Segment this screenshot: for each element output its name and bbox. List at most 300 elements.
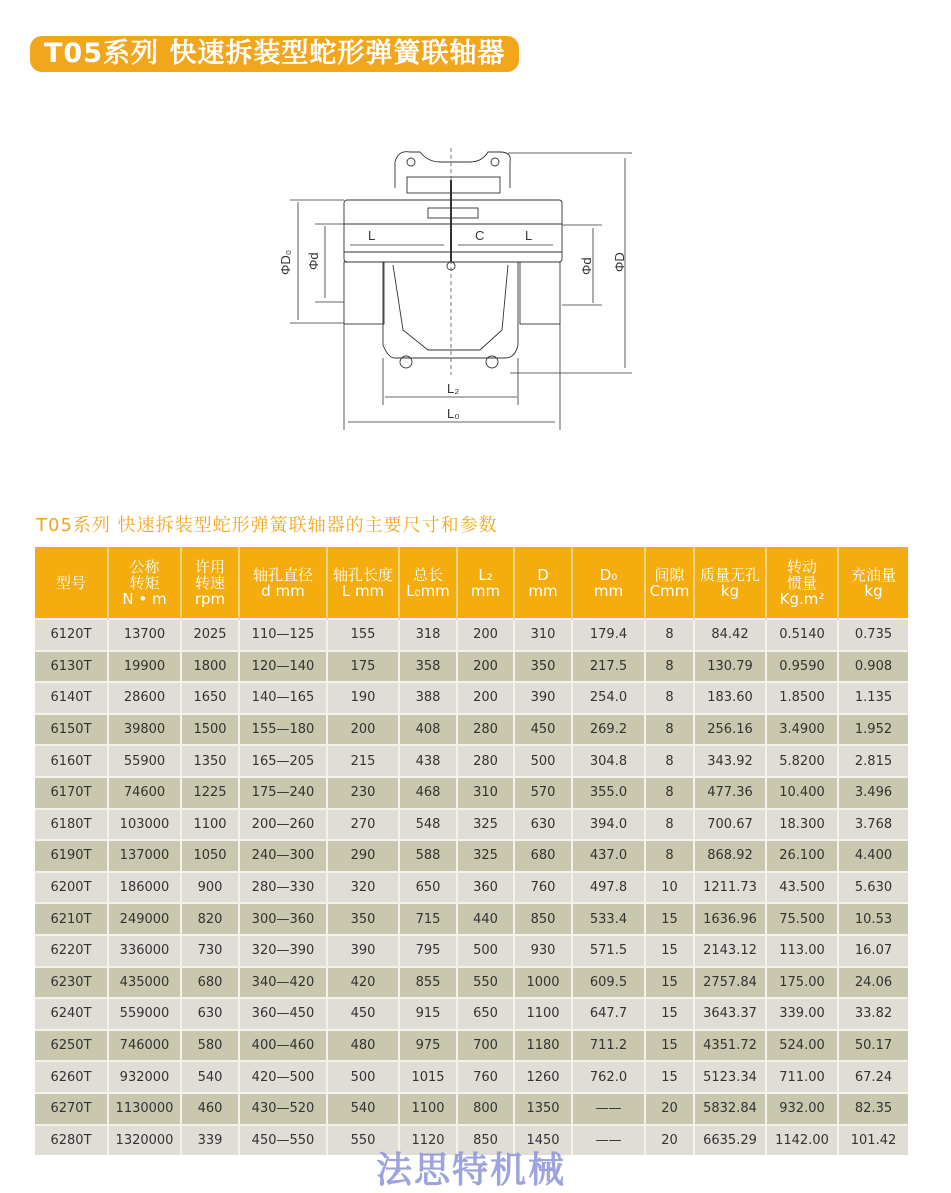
column-header <box>239 547 327 619</box>
table-cell: 290 <box>327 840 399 872</box>
table-cell: 746000 <box>108 1030 181 1062</box>
column-header-line3: rpm <box>194 589 226 608</box>
model-cell: 6210T <box>35 903 108 935</box>
model-cell: 6190T <box>35 840 108 872</box>
table-cell: 8 <box>645 745 694 777</box>
table-cell: 8 <box>645 714 694 746</box>
table-cell: 200—260 <box>239 809 327 841</box>
table-cell: 680 <box>181 967 239 999</box>
table-cell: 524.00 <box>766 1030 838 1062</box>
table-cell: 540 <box>327 1093 399 1125</box>
model-cell: 6160T <box>35 745 108 777</box>
table-cell: 571.5 <box>572 935 645 967</box>
table-cell: 868.92 <box>694 840 766 872</box>
table-row <box>35 1030 908 1062</box>
table-cell: 450 <box>514 714 572 746</box>
table-cell: 10 <box>645 872 694 904</box>
table-row <box>35 840 908 872</box>
table-cell: 8 <box>645 651 694 683</box>
table-cell: 932000 <box>108 1061 181 1093</box>
table-cell: 1225 <box>181 777 239 809</box>
table-cell: 6635.29 <box>694 1125 766 1156</box>
model-cell: 6140T <box>35 682 108 714</box>
table-cell: 468 <box>399 777 457 809</box>
table-row <box>35 872 908 904</box>
column-header-line1: 转动 <box>786 557 817 576</box>
table-cell: 0.735 <box>838 619 908 651</box>
table-cell: 408 <box>399 714 457 746</box>
column-header-line3: N • m <box>122 589 167 608</box>
table-cell: 930 <box>514 935 572 967</box>
table-cell: 110—125 <box>239 619 327 651</box>
table-cell: 2143.12 <box>694 935 766 967</box>
table-cell: 2025 <box>181 619 239 651</box>
table-cell: 183.60 <box>694 682 766 714</box>
table-cell: 28600 <box>108 682 181 714</box>
table-cell: 137000 <box>108 840 181 872</box>
column-header-line2: mm <box>470 581 501 600</box>
table-cell: 15 <box>645 903 694 935</box>
table-cell: 8 <box>645 777 694 809</box>
table-cell: 1500 <box>181 714 239 746</box>
table-row <box>35 935 908 967</box>
table-cell: 1.952 <box>838 714 908 746</box>
column-header <box>327 547 399 619</box>
table-cell: 175 <box>327 651 399 683</box>
table-cell: 74600 <box>108 777 181 809</box>
column-header <box>514 547 572 619</box>
table-cell: 795 <box>399 935 457 967</box>
table-cell: 630 <box>514 809 572 841</box>
table-cell: 760 <box>514 872 572 904</box>
table-cell: 533.4 <box>572 903 645 935</box>
table-cell: 500 <box>514 745 572 777</box>
table-cell: 16.07 <box>838 935 908 967</box>
model-cell: 6270T <box>35 1093 108 1125</box>
table-cell: 850 <box>457 1125 514 1156</box>
column-header-line1: D₀ <box>599 565 618 584</box>
table-row <box>35 777 908 809</box>
table-cell: 1100 <box>399 1093 457 1125</box>
table-cell: 240—300 <box>239 840 327 872</box>
table-cell: 4.400 <box>838 840 908 872</box>
dim-label-phi-d0: ΦD₀ <box>278 249 293 275</box>
table-cell: 1636.96 <box>694 903 766 935</box>
column-header-line1: 许用 <box>194 557 225 576</box>
table-cell: 186000 <box>108 872 181 904</box>
table-cell: 101.42 <box>838 1125 908 1156</box>
table-cell: 339.00 <box>766 998 838 1030</box>
table-row <box>35 745 908 777</box>
table-cell: 179.4 <box>572 619 645 651</box>
table-cell: 320—390 <box>239 935 327 967</box>
model-cell: 6280T <box>35 1125 108 1156</box>
bolt-assembly <box>428 208 478 218</box>
column-header <box>766 547 838 619</box>
table-cell: 550 <box>327 1125 399 1156</box>
table-cell: 26.100 <box>766 840 838 872</box>
table-cell: 2.815 <box>838 745 908 777</box>
table-row <box>35 714 908 746</box>
table-row <box>35 967 908 999</box>
model-cell: 6240T <box>35 998 108 1030</box>
table-cell: 50.17 <box>838 1030 908 1062</box>
table-cell: 8 <box>645 809 694 841</box>
column-header-line2: kg <box>720 581 740 600</box>
table-cell: 650 <box>457 998 514 1030</box>
table-cell: 390 <box>514 682 572 714</box>
column-header-line2: L₀mm <box>406 581 450 600</box>
table-row <box>35 903 908 935</box>
table-cell: 5123.34 <box>694 1061 766 1093</box>
table-cell: 300—360 <box>239 903 327 935</box>
table-cell: 1260 <box>514 1061 572 1093</box>
table-cell: 477.36 <box>694 777 766 809</box>
table-cell: 711.2 <box>572 1030 645 1062</box>
table-cell: 1.8500 <box>766 682 838 714</box>
table-cell: 1130000 <box>108 1093 181 1125</box>
table-cell: 1015 <box>399 1061 457 1093</box>
table-cell: 15 <box>645 1030 694 1062</box>
table-cell: 325 <box>457 809 514 841</box>
table-caption: T05系列 快速拆装型蛇形弹簧联轴器的主要尺寸和参数 <box>36 515 498 536</box>
table-cell: 358 <box>399 651 457 683</box>
grid-ring <box>407 177 500 193</box>
table-cell: 609.5 <box>572 967 645 999</box>
column-header-line2: mm <box>593 581 624 600</box>
table-cell: 256.16 <box>694 714 766 746</box>
table-cell: 270 <box>327 809 399 841</box>
table-cell: 130.79 <box>694 651 766 683</box>
table-cell: 336000 <box>108 935 181 967</box>
table-cell: 1650 <box>181 682 239 714</box>
table-cell: 900 <box>181 872 239 904</box>
column-header <box>108 547 181 619</box>
column-header-line1: 间隙 <box>654 565 685 584</box>
table-cell: 249000 <box>108 903 181 935</box>
model-cell: 6230T <box>35 967 108 999</box>
table-cell: 339 <box>181 1125 239 1156</box>
table-cell: 310 <box>514 619 572 651</box>
page-title: T05系列 快速拆装型蛇形弹簧联轴器 <box>30 36 519 72</box>
column-header <box>457 547 514 619</box>
table-cell: 280 <box>457 714 514 746</box>
table-cell: 1450 <box>514 1125 572 1156</box>
table-cell: 75.500 <box>766 903 838 935</box>
table-cell: 200 <box>457 651 514 683</box>
table-cell: 325 <box>457 840 514 872</box>
table-cell: 8 <box>645 619 694 651</box>
model-cell: 6130T <box>35 651 108 683</box>
table-cell: 318 <box>399 619 457 651</box>
dim-label-l2: L₂ <box>447 381 460 396</box>
table-row <box>35 1093 908 1125</box>
table-cell: 5.630 <box>838 872 908 904</box>
table-cell: —— <box>572 1125 645 1156</box>
table-cell: 1350 <box>514 1093 572 1125</box>
table-cell: 700 <box>457 1030 514 1062</box>
table-cell: 540 <box>181 1061 239 1093</box>
table-cell: 438 <box>399 745 457 777</box>
table-cell: 3.768 <box>838 809 908 841</box>
table-row <box>35 809 908 841</box>
table-cell: 975 <box>399 1030 457 1062</box>
table-cell: 435000 <box>108 967 181 999</box>
column-header-line2: kg <box>864 581 883 600</box>
dim-label-phi-d-left: Φd <box>306 252 321 270</box>
table-cell: 715 <box>399 903 457 935</box>
table-cell: 350 <box>327 903 399 935</box>
table-cell: 550 <box>457 967 514 999</box>
table-cell: 0.908 <box>838 651 908 683</box>
table-cell: 13700 <box>108 619 181 651</box>
column-header-line2: 转速 <box>194 573 225 592</box>
table-cell: 388 <box>399 682 457 714</box>
column-header <box>645 547 694 619</box>
column-header-line1: 质量无孔 <box>699 565 760 584</box>
table-cell: 190 <box>327 682 399 714</box>
spec-table <box>35 547 908 1155</box>
table-cell: 400—460 <box>239 1030 327 1062</box>
column-header <box>694 547 766 619</box>
column-header-line1: 型号 <box>55 573 86 592</box>
coupling-technical-drawing <box>270 140 650 440</box>
table-cell: 630 <box>181 998 239 1030</box>
column-header-line1: L₂ <box>478 565 493 584</box>
table-cell: 850 <box>514 903 572 935</box>
column-header <box>572 547 645 619</box>
table-cell: 355.0 <box>572 777 645 809</box>
table-cell: 33.82 <box>838 998 908 1030</box>
table-cell: 113.00 <box>766 935 838 967</box>
table-cell: 1320000 <box>108 1125 181 1156</box>
table-cell: 430—520 <box>239 1093 327 1125</box>
table-cell: 480 <box>327 1030 399 1062</box>
table-cell: 200 <box>457 619 514 651</box>
table-cell: 165—205 <box>239 745 327 777</box>
column-header-line3: Kg.m² <box>779 589 825 608</box>
table-cell: 155 <box>327 619 399 651</box>
table-cell: 82.35 <box>838 1093 908 1125</box>
table-row <box>35 619 908 651</box>
table-cell: 19900 <box>108 651 181 683</box>
watermark: 法思特机械 <box>376 1150 567 1191</box>
table-cell: 1100 <box>514 998 572 1030</box>
table-row <box>35 998 908 1030</box>
table-cell: 548 <box>399 809 457 841</box>
table-cell: 3643.37 <box>694 998 766 1030</box>
column-header-line1: 公称 <box>129 557 160 576</box>
table-cell: 2757.84 <box>694 967 766 999</box>
table-cell: 280—330 <box>239 872 327 904</box>
table-cell: 343.92 <box>694 745 766 777</box>
table-cell: 580 <box>181 1030 239 1062</box>
table-cell: 1100 <box>181 809 239 841</box>
column-header-line2: L mm <box>341 581 385 600</box>
table-cell: 650 <box>399 872 457 904</box>
table-cell: 1180 <box>514 1030 572 1062</box>
table-cell: 1142.00 <box>766 1125 838 1156</box>
column-header-line1: 轴孔直径 <box>252 565 313 584</box>
table-cell: 15 <box>645 1061 694 1093</box>
table-cell: 200 <box>327 714 399 746</box>
table-row <box>35 651 908 683</box>
table-cell: 932.00 <box>766 1093 838 1125</box>
table-cell: 820 <box>181 903 239 935</box>
cover-bolt-hole-right <box>491 158 499 166</box>
dim-label-l-right: L <box>525 228 533 243</box>
table-cell: 310 <box>457 777 514 809</box>
table-cell: 8 <box>645 682 694 714</box>
table-cell: 762.0 <box>572 1061 645 1093</box>
table-cell: 4351.72 <box>694 1030 766 1062</box>
table-cell: 3.496 <box>838 777 908 809</box>
table-cell: 570 <box>514 777 572 809</box>
table-cell: 84.42 <box>694 619 766 651</box>
table-cell: 450 <box>327 998 399 1030</box>
model-cell: 6150T <box>35 714 108 746</box>
table-cell: 175.00 <box>766 967 838 999</box>
table-cell: 10.400 <box>766 777 838 809</box>
table-cell: 680 <box>514 840 572 872</box>
table-cell: —— <box>572 1093 645 1125</box>
table-cell: 55900 <box>108 745 181 777</box>
table-cell: 8 <box>645 840 694 872</box>
table-cell: 254.0 <box>572 682 645 714</box>
dim-label-c: C <box>475 228 485 243</box>
table-cell: 437.0 <box>572 840 645 872</box>
model-cell: 6260T <box>35 1061 108 1093</box>
table-row <box>35 682 908 714</box>
table-cell: 15 <box>645 998 694 1030</box>
table-cell: 394.0 <box>572 809 645 841</box>
table-cell: 5832.84 <box>694 1093 766 1125</box>
table-cell: 500 <box>327 1061 399 1093</box>
table-cell: 304.8 <box>572 745 645 777</box>
column-header <box>838 547 908 619</box>
table-cell: 360 <box>457 872 514 904</box>
table-cell: 559000 <box>108 998 181 1030</box>
dim-label-l-left: L <box>368 228 376 243</box>
table-cell: 320 <box>327 872 399 904</box>
cover-bolt-hole-left <box>407 158 415 166</box>
table-cell: 120—140 <box>239 651 327 683</box>
table-cell: 20 <box>645 1125 694 1156</box>
table-cell: 280 <box>457 745 514 777</box>
table-cell: 1.135 <box>838 682 908 714</box>
column-header-line2: Cmm <box>649 581 690 600</box>
table-row <box>35 1061 908 1093</box>
table-cell: 140—165 <box>239 682 327 714</box>
table-cell: 1350 <box>181 745 239 777</box>
table-cell: 1050 <box>181 840 239 872</box>
table-cell: 760 <box>457 1061 514 1093</box>
table-cell: 0.9590 <box>766 651 838 683</box>
hub-right-sleeve <box>520 262 560 324</box>
table-cell: 450—550 <box>239 1125 327 1156</box>
column-header-line1: D <box>537 565 549 584</box>
model-cell: 6180T <box>35 809 108 841</box>
table-cell: 855 <box>399 967 457 999</box>
table-cell: 103000 <box>108 809 181 841</box>
table-cell: 215 <box>327 745 399 777</box>
table-cell: 440 <box>457 903 514 935</box>
model-cell: 6120T <box>35 619 108 651</box>
table-cell: 1211.73 <box>694 872 766 904</box>
table-cell: 360—450 <box>239 998 327 1030</box>
table-cell: 3.4900 <box>766 714 838 746</box>
table-cell: 588 <box>399 840 457 872</box>
column-header <box>181 547 239 619</box>
dim-label-phi-d-outer: ΦD <box>612 252 627 272</box>
table-cell: 647.7 <box>572 998 645 1030</box>
table-cell: 497.8 <box>572 872 645 904</box>
model-cell: 6170T <box>35 777 108 809</box>
table-cell: 0.5140 <box>766 619 838 651</box>
table-cell: 915 <box>399 998 457 1030</box>
model-cell: 6250T <box>35 1030 108 1062</box>
table-cell: 460 <box>181 1093 239 1125</box>
column-header-line2: mm <box>528 581 558 600</box>
table-cell: 390 <box>327 935 399 967</box>
table-cell: 39800 <box>108 714 181 746</box>
table-cell: 700.67 <box>694 809 766 841</box>
table-cell: 420 <box>327 967 399 999</box>
model-cell: 6200T <box>35 872 108 904</box>
table-cell: 200 <box>457 682 514 714</box>
column-header-line1: 总长 <box>412 565 443 584</box>
table-cell: 730 <box>181 935 239 967</box>
table-cell: 1120 <box>399 1125 457 1156</box>
column-header-line2: d mm <box>261 581 305 600</box>
column-header <box>35 547 108 619</box>
table-cell: 711.00 <box>766 1061 838 1093</box>
lower-body <box>383 262 518 358</box>
column-header-line1: 轴孔长度 <box>332 565 393 584</box>
table-cell: 230 <box>327 777 399 809</box>
table-cell: 1000 <box>514 967 572 999</box>
table-cell: 350 <box>514 651 572 683</box>
table-cell: 175—240 <box>239 777 327 809</box>
table-body <box>35 619 908 1155</box>
table-cell: 43.500 <box>766 872 838 904</box>
table-cell: 269.2 <box>572 714 645 746</box>
table-cell: 15 <box>645 967 694 999</box>
table-cell: 155—180 <box>239 714 327 746</box>
model-cell: 6220T <box>35 935 108 967</box>
dim-label-l0: L₀ <box>447 406 460 421</box>
table-cell: 217.5 <box>572 651 645 683</box>
table-cell: 10.53 <box>838 903 908 935</box>
table-cell: 340—420 <box>239 967 327 999</box>
column-header-line2: 转矩 <box>129 573 160 592</box>
column-header-line1: 充油量 <box>850 565 896 584</box>
table-cell: 24.06 <box>838 967 908 999</box>
table-cell: 5.8200 <box>766 745 838 777</box>
column-header <box>399 547 457 619</box>
table-cell: 20 <box>645 1093 694 1125</box>
table-header-row <box>35 547 908 619</box>
hub-left-sleeve <box>344 262 384 324</box>
table-cell: 800 <box>457 1093 514 1125</box>
table-cell: 420—500 <box>239 1061 327 1093</box>
table-cell: 18.300 <box>766 809 838 841</box>
table-cell: 500 <box>457 935 514 967</box>
column-header-line2: 惯量 <box>786 573 817 592</box>
table-cell: 1800 <box>181 651 239 683</box>
dim-label-phi-d-right: Φd <box>579 257 594 275</box>
table-cell: 15 <box>645 935 694 967</box>
